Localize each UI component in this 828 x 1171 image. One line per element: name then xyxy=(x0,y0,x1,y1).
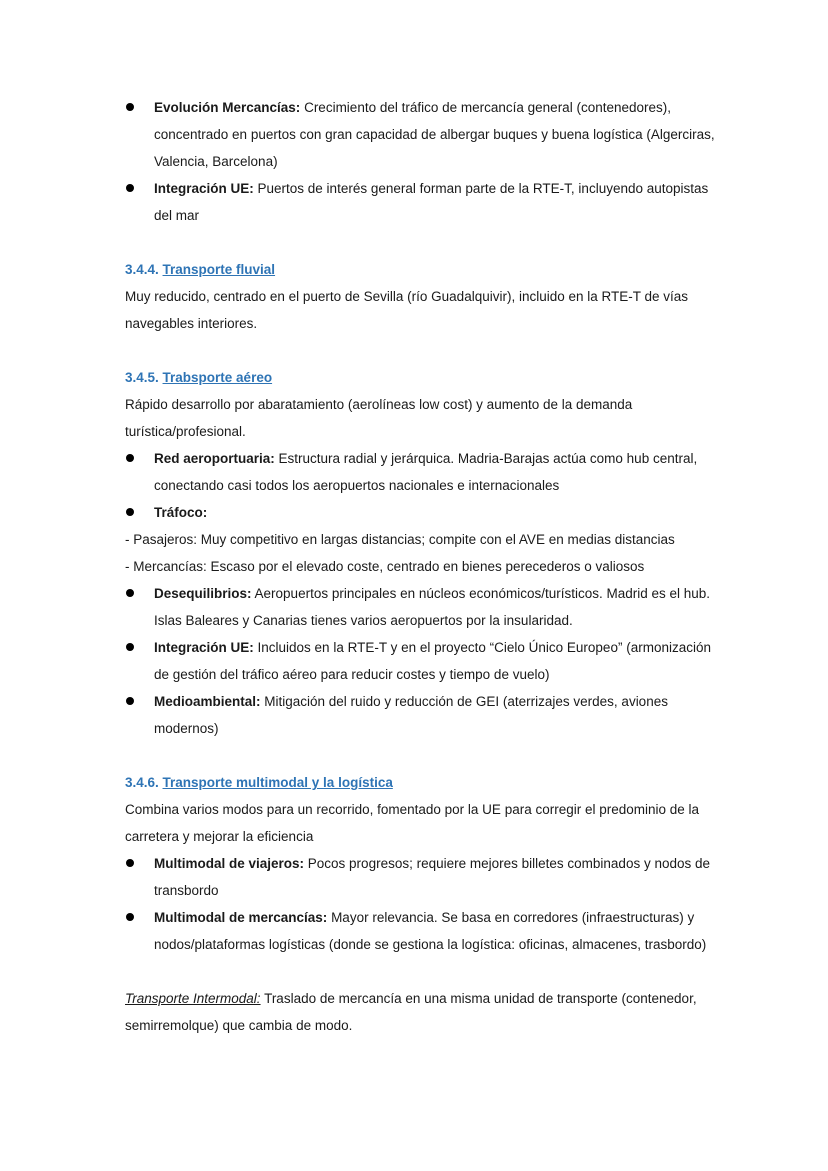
bullet-text: Mitigación del ruido y reducción de GEI (aterrizajes verdes, aviones modernos) xyxy=(154,694,668,736)
bullet-multimodal-mercancias xyxy=(125,904,725,958)
bullet-label: Tráfoco: xyxy=(154,505,208,520)
bullet-text: Mayor relevancia. Se basa en corredores (infraestructuras) y nodos/plataformas logísticas (donde se gestiona la logística: oficinas, almacenes, trasbordo) xyxy=(154,910,707,952)
bullet-evolucion-mercancias xyxy=(125,94,725,175)
intermodal-term: Transporte Intermodal: xyxy=(125,991,261,1006)
section-number: 3.4.4. xyxy=(125,262,163,277)
bullet-label: Integración UE: xyxy=(154,640,254,655)
section-title-link[interactable]: Transporte fluvial xyxy=(162,262,276,277)
paragraph-intermodal xyxy=(125,985,725,1039)
bullet-label: Multimodal de mercancías: xyxy=(154,910,328,925)
trafico-line-pasajeros: - Pasajeros: Muy competitivo en largas distancias; compite con el AVE en medias distancias xyxy=(125,532,675,547)
section-heading-aereo xyxy=(125,364,725,391)
paragraph-aereo-intro: Rápido desarrollo por abaratamiento (aerolíneas low cost) y aumento de la demanda turística/profesional. xyxy=(125,397,633,439)
bullet-trafico xyxy=(125,499,725,526)
bullet-desequilibrios xyxy=(125,580,725,634)
bullet-text: Crecimiento del tráfico de mercancía general (contenedores), concentrado en puertos con gran capacidad de albergar buques y buena logística (Algerciras, Valencia, Barcelona) xyxy=(154,100,715,169)
bullet-label: Medioambiental: xyxy=(154,694,261,709)
trafico-line-mercancias: - Mercancías: Escaso por el elevado coste, centrado en bienes perecederos o valiosos xyxy=(125,559,645,574)
bullet-red-aeroportuaria xyxy=(125,445,725,499)
paragraph-fluvial: Muy reducido, centrado en el puerto de Sevilla (río Guadalquivir), incluido en la RTE-T de vías navegables interiores. xyxy=(125,289,689,331)
bullet-multimodal-viajeros xyxy=(125,850,725,904)
section-heading-multimodal xyxy=(125,769,725,796)
document-page xyxy=(125,94,725,1039)
bullet-text: Aeropuertos principales en núcleos económicos/turísticos. Madrid es el hub. Islas Baleares y Canarias tienes varios aeropuertos por la insularidad. xyxy=(154,586,711,628)
bullet-icon xyxy=(126,454,134,462)
bullet-label: Red aeroportuaria: xyxy=(154,451,275,466)
intermodal-text: Traslado de mercancía en una misma unidad de transporte (contenedor, semirremolque) que cambia de modo. xyxy=(125,991,697,1033)
bullet-integracion-ue-aereo xyxy=(125,634,725,688)
bullet-icon xyxy=(126,859,134,867)
bullet-label: Multimodal de viajeros: xyxy=(154,856,305,871)
bullet-icon xyxy=(126,589,134,597)
section-number: 3.4.6. xyxy=(125,775,163,790)
bullet-icon xyxy=(126,184,134,192)
section-number: 3.4.5. xyxy=(125,370,163,385)
bullet-icon xyxy=(126,103,134,111)
section-title-link[interactable]: Trabsporte aéreo xyxy=(162,370,273,385)
bullet-label: Integración UE: xyxy=(154,181,254,196)
paragraph-multimodal-intro: Combina varios modos para un recorrido, fomentado por la UE para corregir el predominio de la carretera y mejorar la eficiencia xyxy=(125,802,700,844)
bullet-text: Puertos de interés general forman parte de la RTE-T, incluyendo autopistas del mar xyxy=(154,181,709,223)
bullet-text: Estructura radial y jerárquica. Madria-Barajas actúa como hub central, conectando casi todos los aeropuertos nacionales e internacionales xyxy=(154,451,698,493)
bullet-icon xyxy=(126,643,134,651)
bullet-medioambiental xyxy=(125,688,725,742)
bullet-icon xyxy=(126,508,134,516)
bullet-icon xyxy=(126,913,134,921)
bullet-text: Incluidos en la RTE-T y en el proyecto “Cielo Único Europeo” (armonización de gestión del tráfico aéreo para reducir costes y tiempo de vuelo) xyxy=(154,640,711,682)
bullet-label: Desequilibrios: xyxy=(154,586,252,601)
bullet-icon xyxy=(126,697,134,705)
bullet-label: Evolución Mercancías: xyxy=(154,100,301,115)
section-heading-fluvial xyxy=(125,256,725,283)
bullet-text: Pocos progresos; requiere mejores billetes combinados y nodos de transbordo xyxy=(154,856,711,898)
section-title-link[interactable]: Transporte multimodal y la logística xyxy=(162,775,393,790)
bullet-integracion-ue-puertos xyxy=(125,175,725,229)
